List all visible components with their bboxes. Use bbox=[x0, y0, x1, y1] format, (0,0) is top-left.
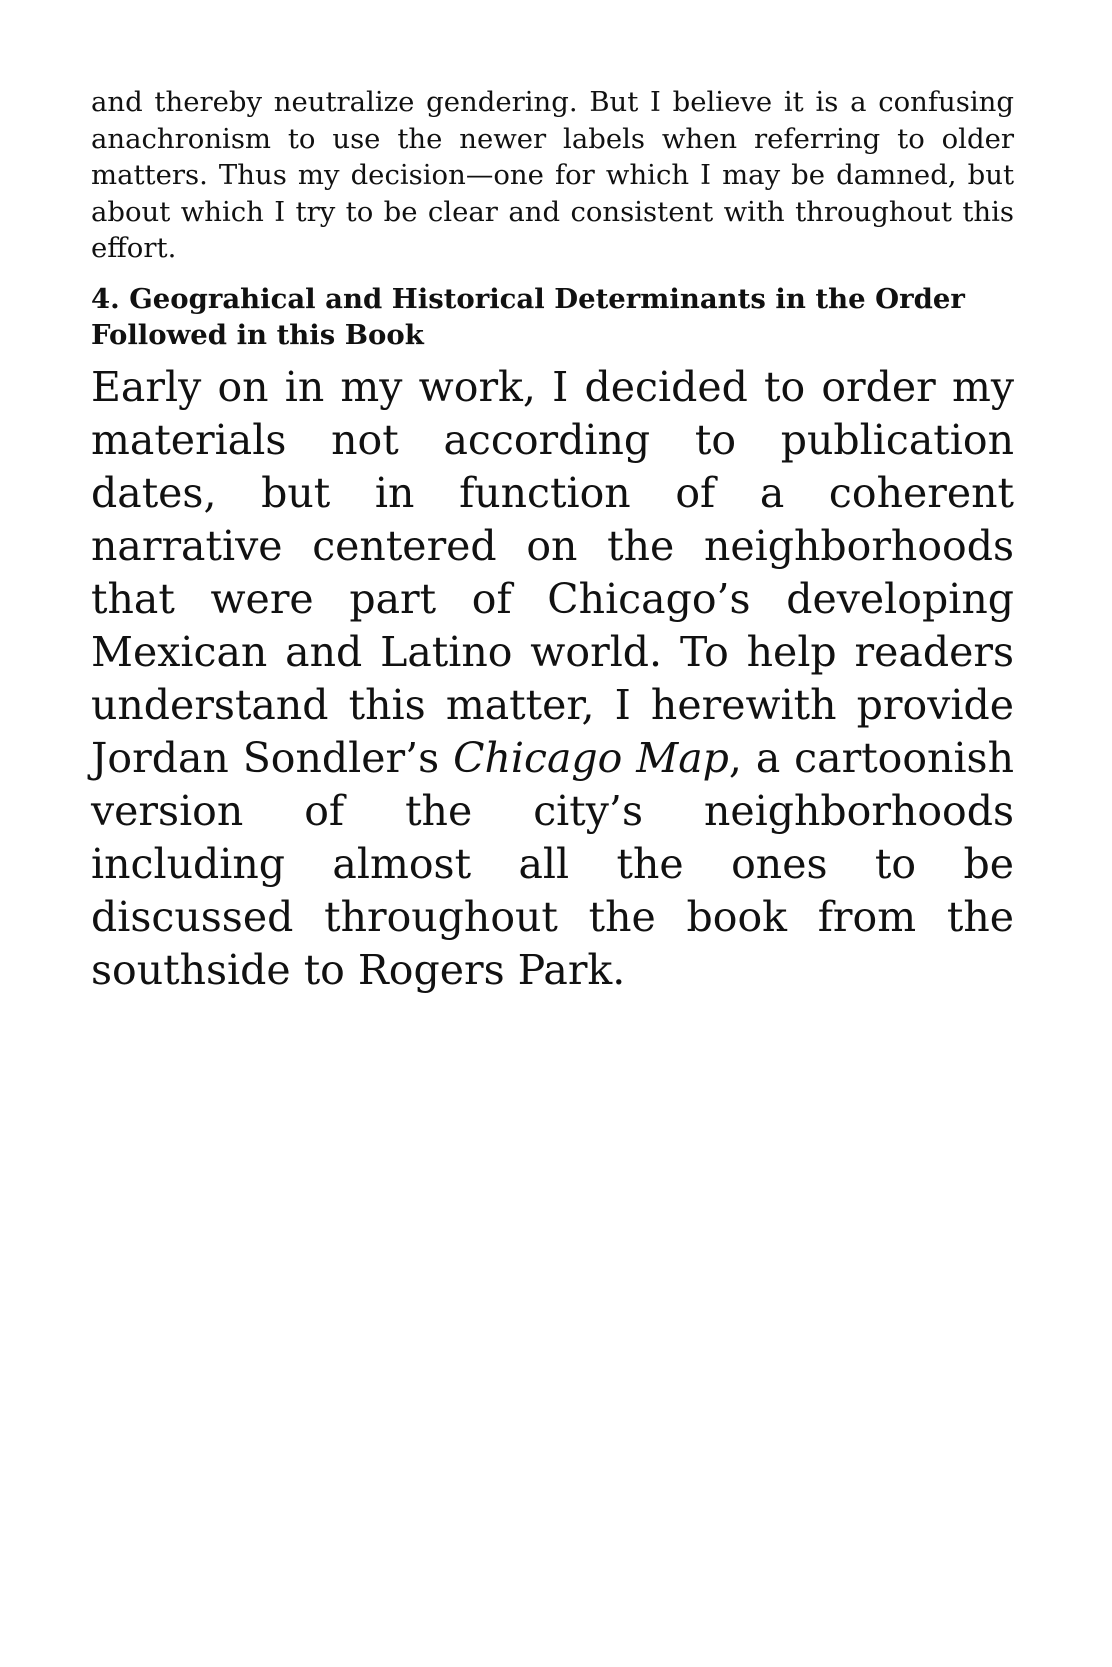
continued-paragraph: and thereby neutralize gendering. But I believe it is a confusing anachronism to use the newer labels when referring to older matters. Thus my decision—one for which I may be damned, but about which I try to be clear and consistent with throughout this effort. bbox=[91, 86, 1014, 264]
map-title: Chicago Map bbox=[453, 733, 729, 782]
main-paragraph-text-start: Early on in my work, I decided to order my materials not according to publication dates, but in function of a coherent narrative centered on the neighborhoods that were part of Chicago’s developing Mexican and Latino world. To help readers understand this matter, I herewith provide Jordan Sondler’s bbox=[91, 362, 1014, 782]
page-content bbox=[91, 84, 1014, 997]
main-paragraph-text-end: , a cartoonish version of the city’s neighborhoods including almost all the ones to be discussed throughout the book from the southside to Rogers Park. bbox=[91, 733, 1015, 994]
main-paragraph bbox=[91, 361, 1014, 997]
section-heading: 4. Geograhical and Historical Determinants in the Order Followed in this Book bbox=[91, 282, 965, 351]
